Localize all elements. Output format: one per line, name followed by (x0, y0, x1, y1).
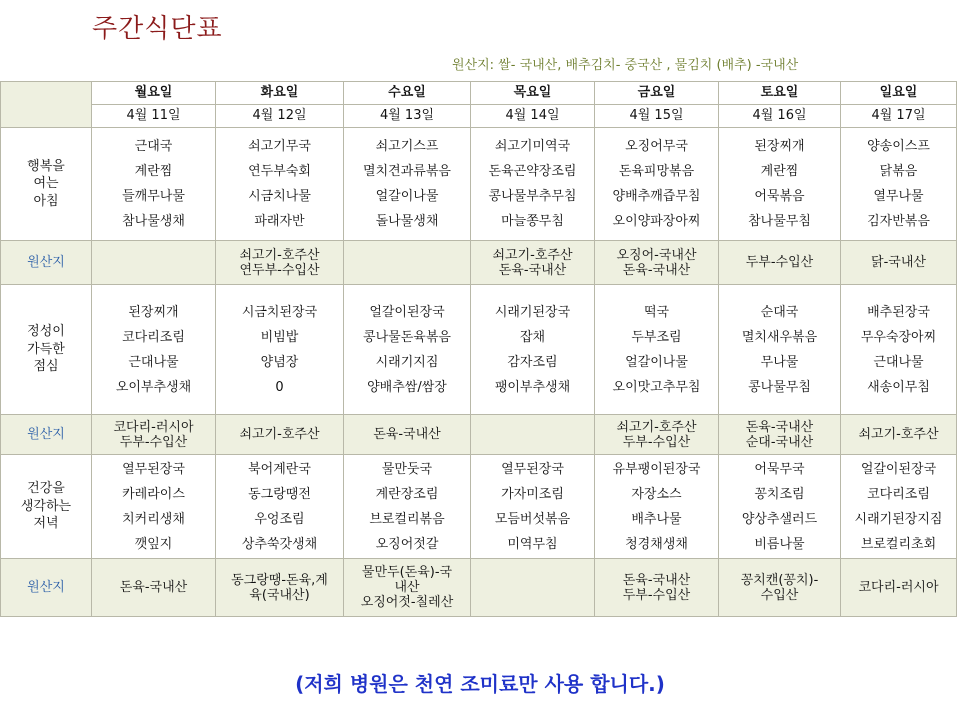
day-date-cell: 4월 11일 (92, 105, 216, 128)
menu-item: 새송이무침 (867, 379, 930, 395)
origin-cell: 쇠고기-호주산 두부-수입산 (595, 415, 719, 455)
menu-item: 계란찜 (134, 164, 173, 179)
menu-item: 돈육곤약장조림 (488, 164, 577, 179)
date-header-row (1, 105, 957, 128)
origin-note: 원산지: 쌀- 국내산, 배추김치- 중국산 , 물김치 (배추) -국내산 (452, 58, 799, 73)
menu-item: 오이양파장아찌 (612, 214, 701, 229)
day-name-cell: 토요일 (719, 82, 841, 105)
menu-item: 미역무침 (507, 536, 558, 552)
menu-item: 닭볶음 (879, 164, 918, 179)
origin-cell: 쇠고기-호주산 (216, 415, 344, 455)
menu-item: 쇠고기미역국 (494, 139, 571, 154)
meal-label: 건강을 생각하는 저녁 (1, 455, 92, 559)
menu-item: 자장소스 (631, 486, 682, 502)
menu-item: 시래기된장국 (494, 304, 571, 320)
menu-item: 0 (275, 379, 284, 395)
menu-item: 두부조림 (631, 329, 682, 345)
weekly-menu-table (0, 81, 957, 617)
menu-item: 들깨무나물 (122, 189, 185, 204)
menu-item: 유부팽이된장국 (612, 461, 701, 477)
origin-label: 원산지 (1, 241, 92, 285)
menu-item: 시래기된장지짐 (854, 511, 943, 527)
menu-item: 브로컬리볶음 (369, 511, 445, 527)
meal-row (1, 128, 957, 241)
menu-item: 열무나물 (873, 189, 924, 204)
menu-item: 참나물무침 (748, 214, 811, 229)
menu-item: 카레라이스 (122, 486, 185, 502)
menu-item: 근대나물 (873, 354, 924, 370)
footer-note: (저희 병원은 천연 조미료만 사용 합니다.) (295, 672, 665, 696)
menu-item: 무나물 (760, 354, 799, 370)
meal-cell (595, 285, 719, 415)
menu-item: 깻잎지 (134, 536, 173, 552)
origin-label: 원산지 (1, 559, 92, 617)
meal-cell (595, 455, 719, 559)
origin-cell: 돈육-국내산 순대-국내산 (719, 415, 841, 455)
meal-cell (92, 128, 216, 241)
menu-item: 코다리조림 (122, 329, 185, 345)
day-date-cell: 4월 13일 (344, 105, 471, 128)
origin-cell: 돈육-국내산 (344, 415, 471, 455)
menu-item: 콩나물무침 (748, 379, 811, 395)
menu-item: 시래기지짐 (375, 354, 439, 370)
origin-cell: 돈육-국내산 (92, 559, 216, 617)
origin-cell: 쇠고기-호주산 연두부-수입산 (216, 241, 344, 285)
menu-item: 비빔밥 (260, 329, 299, 345)
day-date-cell: 4월 15일 (595, 105, 719, 128)
menu-item: 무우숙장아찌 (860, 329, 937, 345)
meal-cell (471, 285, 595, 415)
origin-row (1, 415, 957, 455)
menu-item: 얼갈이나물 (375, 189, 439, 204)
menu-item: 파래자반 (254, 214, 305, 229)
menu-item: 배추된장국 (867, 304, 930, 320)
menu-item: 열무된장국 (501, 461, 564, 477)
menu-item: 비름나물 (754, 536, 805, 552)
menu-item: 떡국 (643, 304, 670, 320)
meal-cell (841, 285, 957, 415)
menu-item: 쇠고기무국 (248, 139, 311, 154)
origin-cell: 코다리-러시아 두부-수입산 (92, 415, 216, 455)
menu-item: 오징어젓갈 (375, 536, 439, 552)
menu-item: 코다리조림 (867, 486, 930, 502)
meal-cell (216, 455, 344, 559)
day-date-cell: 4월 12일 (216, 105, 344, 128)
origin-cell: 쇠고기-호주산 (841, 415, 957, 455)
menu-item: 연두부숙회 (248, 164, 311, 179)
origin-cell: 쇠고기-호주산 돈육-국내산 (471, 241, 595, 285)
menu-item: 양배추쌈/쌈장 (367, 379, 447, 395)
meal-cell (719, 128, 841, 241)
origin-cell (471, 415, 595, 455)
menu-item: 멸치견과류볶음 (363, 164, 451, 179)
menu-item: 시금치나물 (248, 189, 311, 204)
meal-cell (471, 455, 595, 559)
menu-item: 돈육피망볶음 (618, 164, 695, 179)
menu-item: 김자반볶음 (867, 214, 930, 229)
day-name-cell: 월요일 (92, 82, 216, 105)
origin-label: 원산지 (1, 415, 92, 455)
menu-item: 계란찜 (760, 164, 799, 179)
menu-item: 된장찌개 (754, 139, 805, 154)
menu-item: 가자미조림 (501, 486, 564, 502)
menu-item: 브로컬리초회 (860, 536, 937, 552)
menu-item: 오이맛고추무침 (612, 379, 701, 395)
day-name-cell: 일요일 (841, 82, 957, 105)
menu-item: 양송이스프 (867, 139, 930, 154)
menu-item: 잡채 (519, 329, 546, 345)
day-name-cell: 화요일 (216, 82, 344, 105)
menu-item: 어묵무국 (754, 461, 805, 477)
menu-item: 모듬버섯볶음 (494, 511, 571, 527)
menu-item: 근대나물 (128, 354, 179, 370)
menu-item: 돌나물생채 (375, 214, 439, 229)
menu-item: 순대국 (760, 304, 799, 320)
meal-cell (719, 455, 841, 559)
menu-item: 물만둣국 (381, 461, 433, 477)
menu-item: 근대국 (134, 139, 173, 154)
menu-item: 콩나물돈육볶음 (363, 329, 451, 345)
menu-item: 된장찌개 (128, 304, 179, 320)
origin-cell: 돈육-국내산 두부-수입산 (595, 559, 719, 617)
page-title: 주간식단표 (92, 14, 223, 44)
meal-cell (471, 128, 595, 241)
menu-item: 멸치새우볶음 (741, 329, 818, 345)
day-date-cell: 4월 17일 (841, 105, 957, 128)
menu-item: 청경채생채 (625, 536, 688, 552)
day-name-cell: 금요일 (595, 82, 719, 105)
origin-cell: 코다리-러시아 (841, 559, 957, 617)
menu-item: 북어계란국 (248, 461, 311, 477)
origin-row (1, 559, 957, 617)
meal-cell (92, 285, 216, 415)
menu-item: 우엉조림 (254, 511, 305, 527)
menu-item: 참나물생채 (122, 214, 185, 229)
origin-cell: 꽁치캔(꽁치)- 수입산 (719, 559, 841, 617)
meal-cell (344, 128, 471, 241)
meal-cell (344, 285, 471, 415)
menu-item: 배추나물 (631, 511, 682, 527)
origin-cell (471, 559, 595, 617)
day-name-cell: 목요일 (471, 82, 595, 105)
menu-item: 꽁치조림 (754, 486, 805, 502)
meal-row (1, 455, 957, 559)
menu-item: 얼갈이된장국 (369, 304, 445, 320)
menu-item: 오징어무국 (625, 139, 688, 154)
menu-item: 얼갈이나물 (625, 354, 688, 370)
menu-item: 계란장조림 (375, 486, 439, 502)
menu-item: 오이부추생채 (115, 379, 192, 395)
meal-cell (216, 285, 344, 415)
origin-cell (344, 241, 471, 285)
origin-row (1, 241, 957, 285)
menu-item: 쇠고기스프 (375, 139, 439, 154)
day-date-cell: 4월 16일 (719, 105, 841, 128)
menu-item: 어묵볶음 (754, 189, 805, 204)
meal-cell (344, 455, 471, 559)
meal-cell (216, 128, 344, 241)
origin-cell: 두부-수입산 (719, 241, 841, 285)
day-name-cell: 수요일 (344, 82, 471, 105)
meal-cell (595, 128, 719, 241)
menu-item: 열무된장국 (122, 461, 185, 477)
menu-item: 콩나물부추무침 (488, 189, 577, 204)
day-date-cell: 4월 14일 (471, 105, 595, 128)
origin-cell: 닭-국내산 (841, 241, 957, 285)
menu-item: 치커리생채 (122, 511, 185, 527)
menu-item: 팽이부추생채 (494, 379, 571, 395)
meal-label: 정성이 가득한 점심 (1, 285, 92, 415)
day-header-row (1, 82, 957, 105)
menu-item: 양배추깨즙무침 (612, 189, 701, 204)
meal-cell (841, 128, 957, 241)
meal-label: 행복을 여는 아침 (1, 128, 92, 241)
menu-item: 동그랑땡전 (248, 486, 311, 502)
menu-item: 마늘쫑무침 (501, 214, 564, 229)
meal-row (1, 285, 957, 415)
origin-cell: 오징어-국내산 돈육-국내산 (595, 241, 719, 285)
menu-item: 얼갈이된장국 (860, 461, 937, 477)
menu-item: 상추쑥갓생채 (241, 536, 318, 552)
meal-cell (92, 455, 216, 559)
origin-cell (92, 241, 216, 285)
menu-item: 시금치된장국 (241, 304, 318, 320)
origin-cell: 동그랑땡-돈육,계 육(국내산) (216, 559, 344, 617)
menu-item: 감자조림 (507, 354, 558, 370)
origin-cell: 물만두(돈육)-국 내산 오징어젓-칠레산 (344, 559, 471, 617)
meal-cell (719, 285, 841, 415)
menu-item: 양념장 (260, 354, 299, 370)
corner-cell (1, 82, 92, 128)
menu-item: 양상추샐러드 (741, 511, 818, 527)
meal-cell (841, 455, 957, 559)
